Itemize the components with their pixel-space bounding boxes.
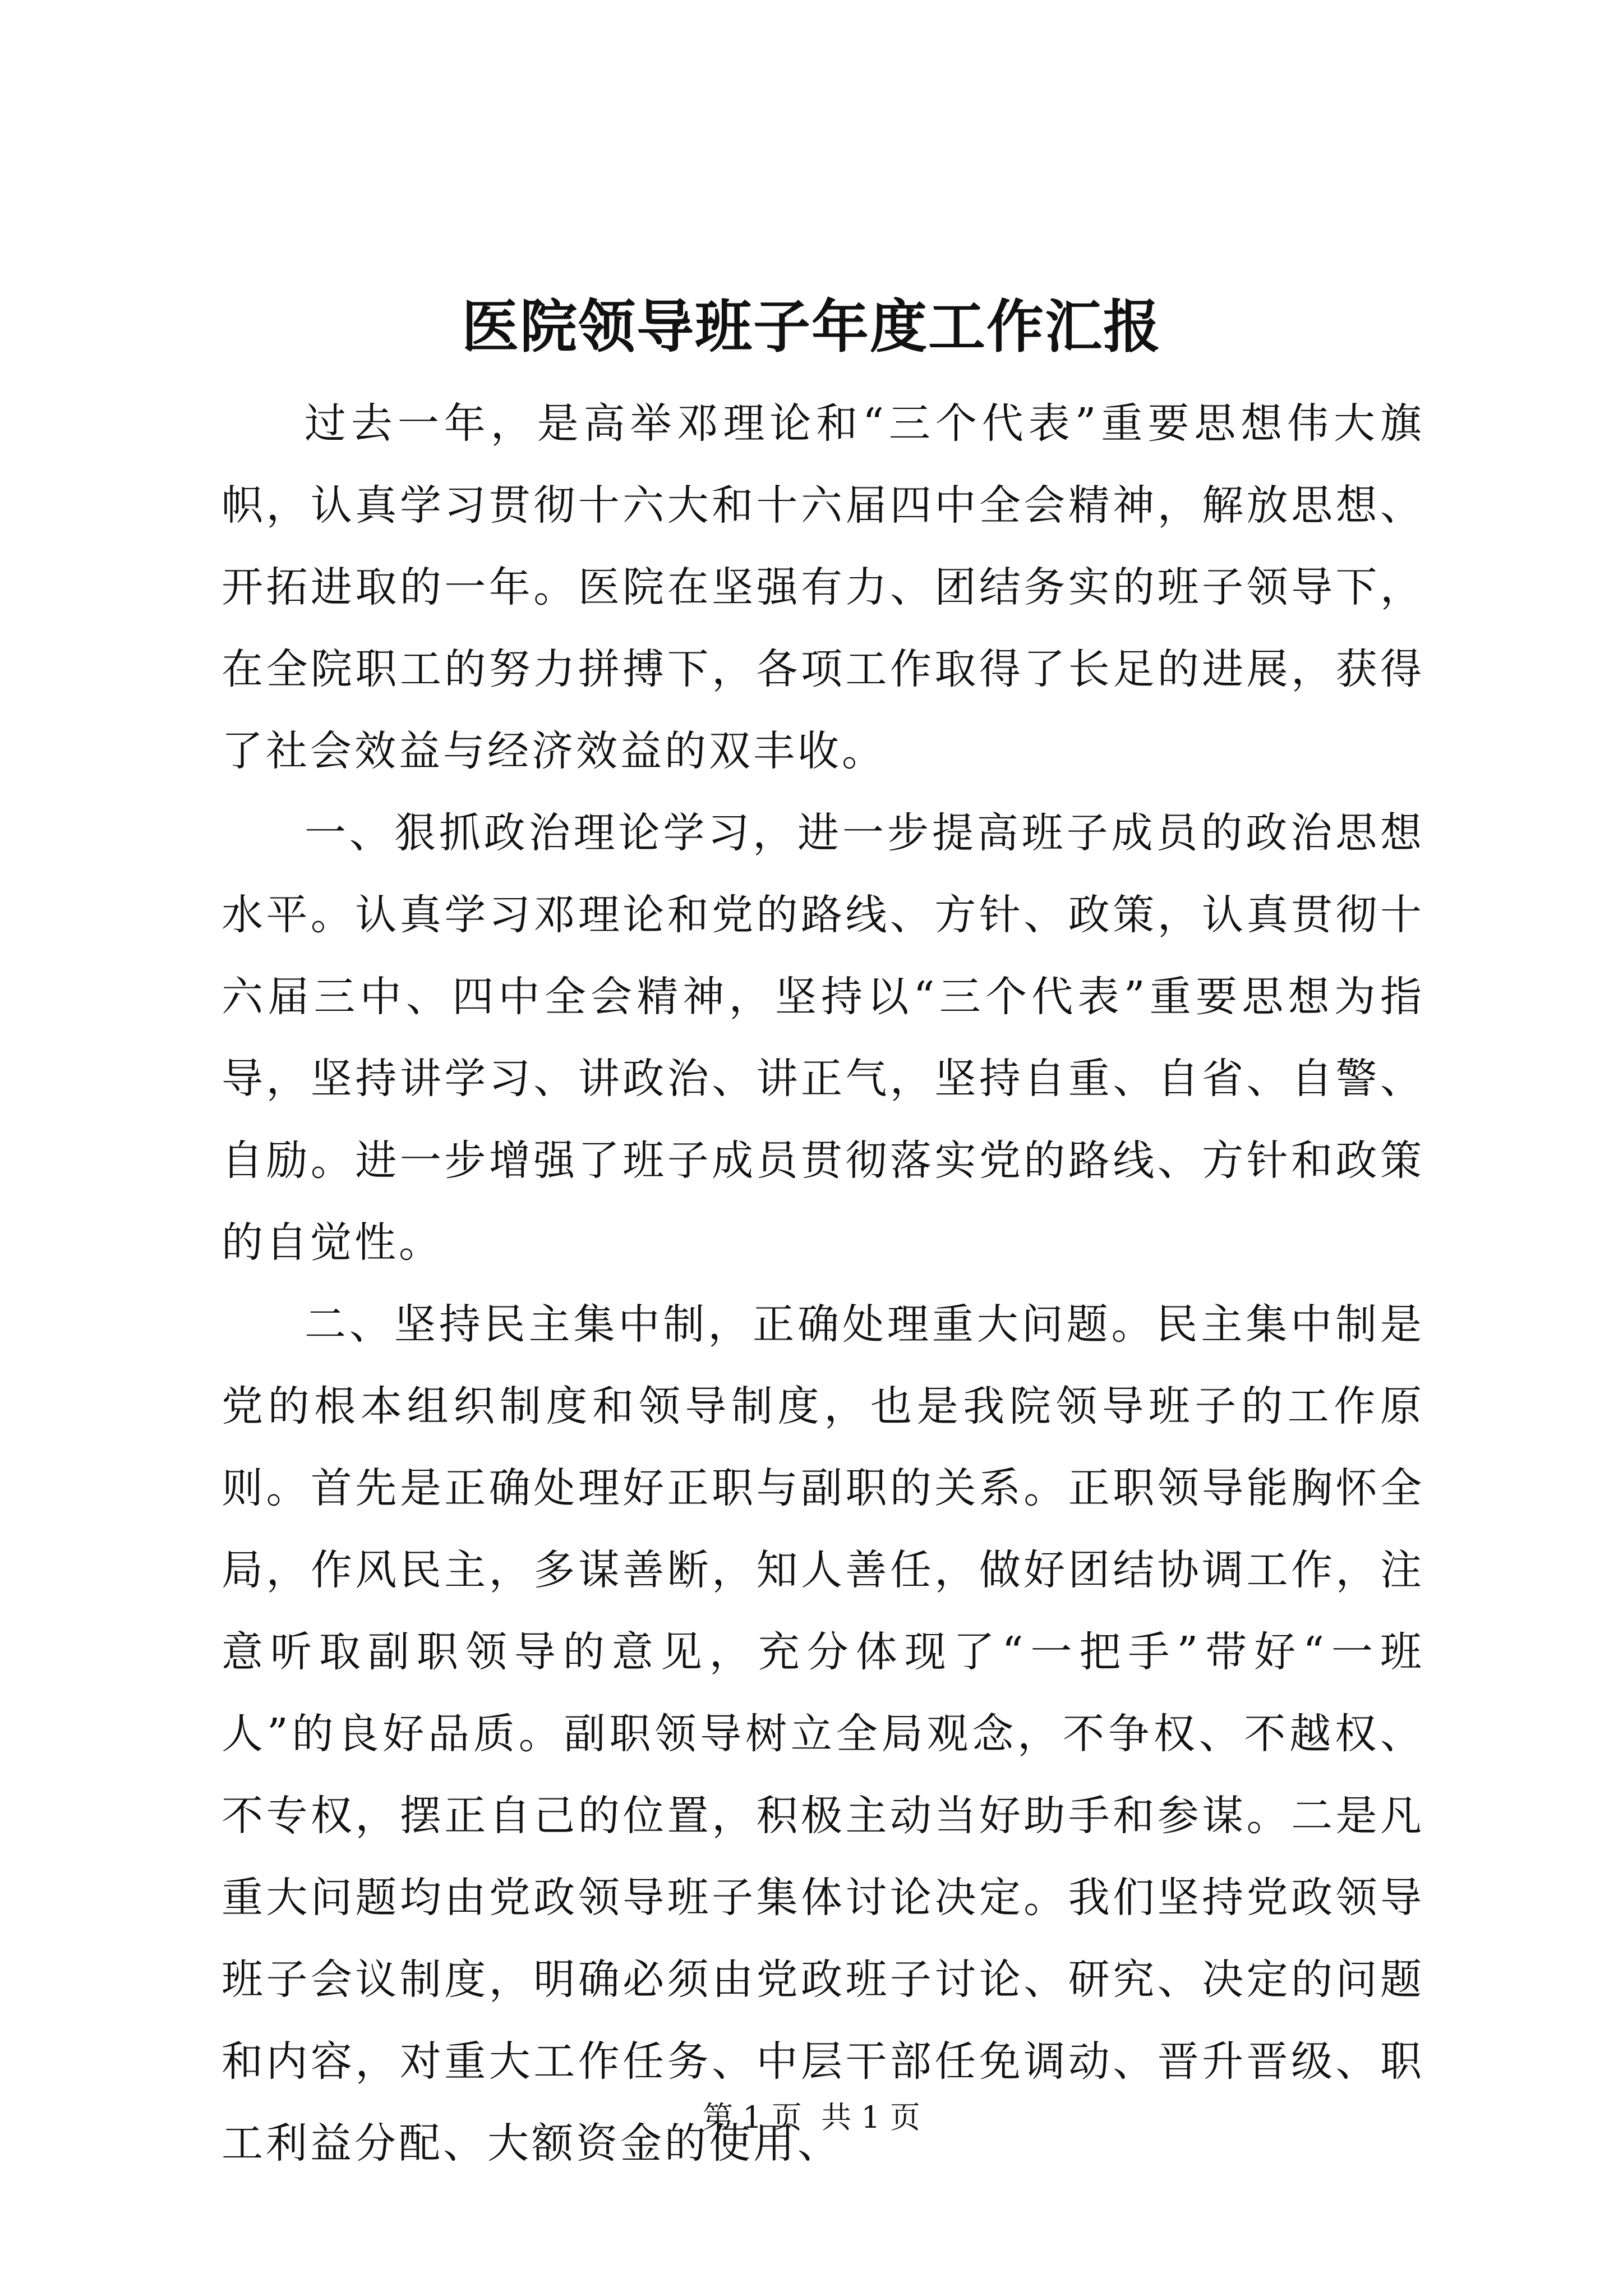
page-number-label: 第 1 页 共 1 页 (703, 2100, 920, 2135)
paragraph-section-one: 一、狠抓政治理论学习，进一步提高班子成员的政治思想水平。认真学习邓理论和党的路线、方针、政策，认真贯彻十六届三中、四中全会精神，坚持以“三个代表”重要思想为指导，坚持讲学习、讲政治、讲正气，坚持自重、自省、自警、自励。进一步增强了班子成员贯彻落实党的路线、方针和政策的自觉性。 (222, 809, 1424, 1267)
document-body (222, 383, 1424, 2184)
paragraph-section-two: 二、坚持民主集中制，正确处理重大问题。民主集中制是党的根本组织制度和领导制度，也是我院领导班子的工作原则。首先是正确处理好正职与副职的关系。正职领导能胸怀全局，作风民主，多谋善断，知人善任，做好团结协调工作，注意听取副职领导的意见，充分体现了“一把手”带好“一班人”的良好品质。副职领导树立全局观念，不争权、不越权、不专权，摆正自己的位置，积极主动当好助手和参谋。二是凡重大问题均由党政领导班子集体讨论决定。我们坚持党政领导班子会议制度，明确必须由党政班子讨论、研究、决定的问题和内容，对重大工作任务、中层干部任免调动、晋升晋级、职工利益分配、大额资金的使用、 (222, 1300, 1424, 2168)
paragraph-intro: 过去一年，是高举邓理论和“三个代表”重要思想伟大旗帜，认真学习贯彻十六大和十六届四中全会精神，解放思想、开拓进取的一年。医院在坚强有力、团结务实的班子领导下，在全院职工的努力拼搏下，各项工作取得了长足的进展，获得了社会效益与经济效益的双丰收。 (222, 399, 1424, 775)
page-footer (0, 2098, 1623, 2137)
document-title: 医院领导班子年度工作汇报 (462, 293, 1161, 361)
